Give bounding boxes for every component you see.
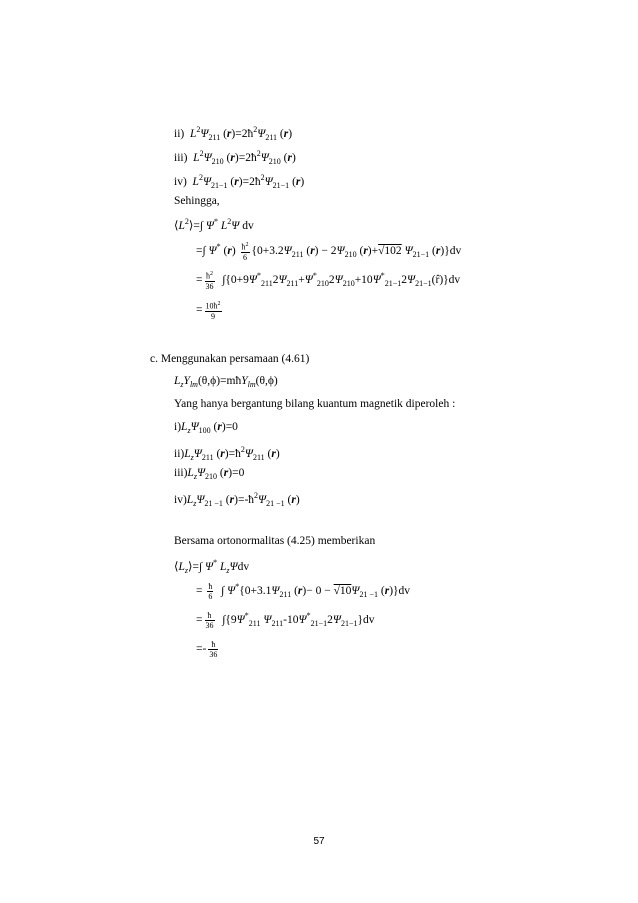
lz-eq-i: $i)L_z\Psi_{100}$ (r)=0 (174, 421, 238, 435)
lz-step-1: = $\frac{ħ}{6}$ ∫ $\Psi^*\{0+3.1\Psi_{211}$ $(r)- 0 - √10\Psi_{21 -1}$ (r)}dv (196, 581, 411, 601)
expectation-l2: $⟨L^2⟩=\int$ Ψ* $L^2\Psi$ dv (174, 217, 254, 232)
intro-text: Yang hanya bergantung bilang kuantum magnetik diperoleh : (174, 398, 456, 410)
lz-eq-iii: $iii)L_z\Psi_{210}$ (r)=0 (174, 467, 245, 481)
lz-eq-ii: $ii)L_z\Psi_{211}$ $(r)=ħ^2\Psi_{211}$ (r) (174, 445, 280, 462)
eq-ii: ii) $L^2\Psi_{211}$ $(r)=2ħ^2\Psi_{211}$ (r) (174, 125, 293, 142)
lz-eq-iv: $iv)L_z\Psi_{21 -1}$ $(r)=-ħ^2\Psi_{21 -1}$ (r) (174, 491, 300, 508)
page-number: 57 (313, 836, 325, 847)
eq-iii: iii) $L^2\Psi_{210}$ $(r)=2ħ^2\Psi_{210}$ (r) (174, 149, 296, 166)
sehingga-text: Sehingga, (174, 195, 220, 207)
lz-step-2: = $\frac{ħ}{36}$ $\int\{9\Psi^*_{211}$ $\Psi_{211}-10\Psi^*_{21-1}2\Psi_{21-1}\}dv$ (196, 610, 375, 630)
eq-iv: iv) $L^2\Psi_{21-1}$ $(r)=2ħ^2\Psi_{21-1}$ (r) (174, 173, 305, 190)
ortho-text: Bersama ortonormalitas (4.25) memberikan (174, 535, 376, 547)
expectation-lz: $⟨L_z⟩=\int$ Ψ* $L_z\Psi dv$ (174, 558, 250, 575)
lz-eigen-relation: $L_zY_{lm}(\theta,\phi)=mħY_{lm}(\theta,\phi)$ (174, 375, 278, 389)
l2-step-2: = $\frac{ħ^2}{36}$ $\int\{0+9\Psi^*_{211}2\Psi_{211}+\Psi^*_{210}2\Psi_{210}+10\Psi^*_{21-1}2\Psi_{21-1}(r̂)\}dv$ (196, 271, 461, 291)
l2-result: = $\frac{10ħ^2}{9}$ (196, 301, 221, 321)
section-c-heading: c. Menggunakan persamaan (4.61) (150, 353, 310, 365)
l2-step-1: =∫ Ψ* (r) $\frac{ħ^2}{6}$ {$0+3.2\Psi_{211}$ $(r) - 2\Psi_{210}$ (r)+√102 $\Psi_{21-1}$ (r)}dv (196, 242, 462, 262)
lz-result: =- $\frac{ħ}{36}$ (196, 640, 218, 659)
